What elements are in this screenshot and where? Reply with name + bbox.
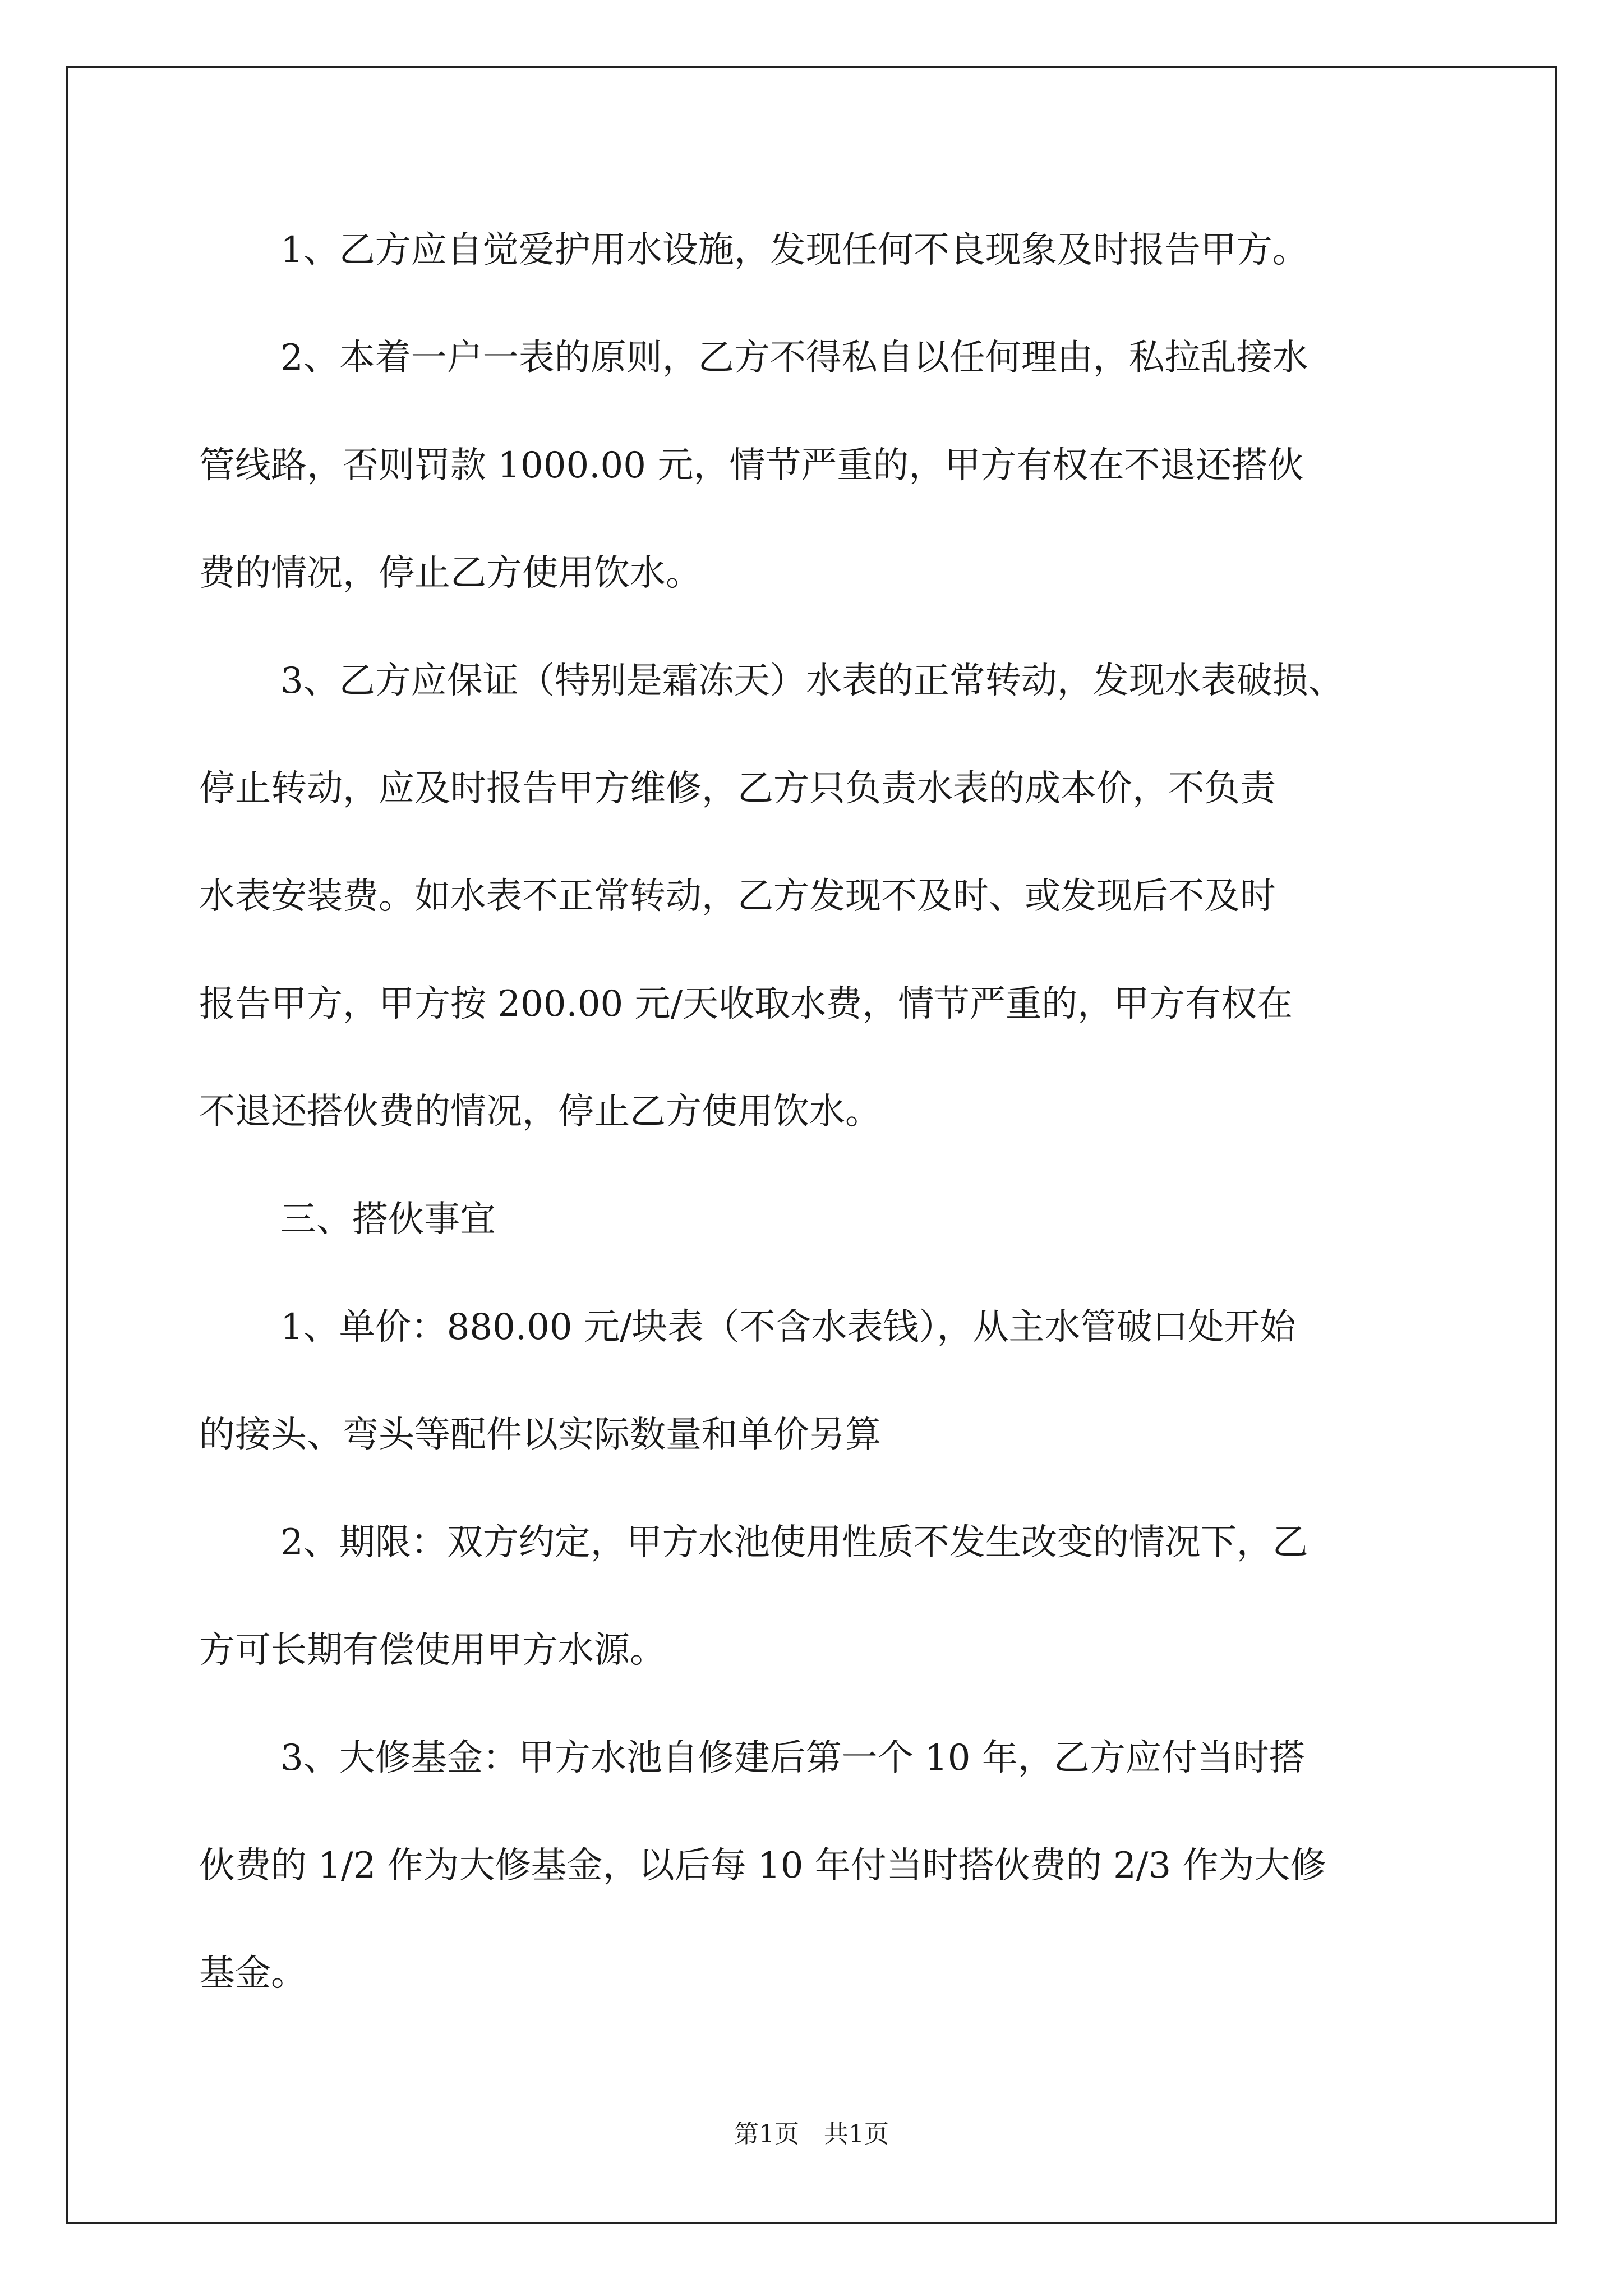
line-text: 3、乙方应保证（特别是霜冻天）水表的正常转动，发现水表破损、: [280, 660, 1344, 702]
line-text: 2、本着一户一表的原则，乙方不得私自以任何理由，私拉乱接水: [280, 337, 1308, 379]
page-footer: [0, 2118, 1623, 2151]
line-text: 1、单价：880.00 元/块表（不含水表钱），从主水管破口处开始: [280, 1306, 1296, 1348]
line-text: 报告甲方，甲方按 200.00 元/天收取水费，情节严重的，甲方有权在: [199, 983, 1293, 1025]
line-text: 费的情况，停止乙方使用饮水。: [199, 553, 702, 594]
page-border: [66, 66, 1557, 2224]
line-text: 的接头、弯头等配件以实际数量和单价另算: [199, 1414, 881, 1456]
line-text: 管线路，否则罚款 1000.00 元，情节严重的，甲方有权在不退还搭伙: [199, 445, 1304, 486]
line-text: 1、乙方应自觉爱护用水设施，发现任何不良现象及时报告甲方。: [280, 229, 1308, 271]
heading-text: 三、搭伙事宜: [280, 1199, 496, 1240]
line-text: 水表安装费。如水表不正常转动，乙方发现不及时、或发现后不及时: [199, 876, 1276, 917]
line-text: 伙费的 1/2 作为大修基金，以后每 10 年付当时搭伙费的 2/3 作为大修: [199, 1845, 1326, 1887]
line-text: 基金。: [199, 1953, 307, 1994]
line-text: 3、大修基金：甲方水池自修建后第一个 10 年，乙方应付当时搭: [280, 1737, 1305, 1779]
line-text: 停止转动，应及时报告甲方维修，乙方只负责水表的成本价，不负责: [199, 768, 1276, 809]
line-text: 2、期限：双方约定，甲方水池使用性质不发生改变的情况下，乙: [280, 1522, 1308, 1563]
line-text: 方可长期有偿使用甲方水源。: [199, 1630, 666, 1671]
page-number-label: 第1页 共1页: [734, 2120, 889, 2148]
line-text: 不退还搭伙费的情况，停止乙方使用饮水。: [199, 1091, 881, 1133]
